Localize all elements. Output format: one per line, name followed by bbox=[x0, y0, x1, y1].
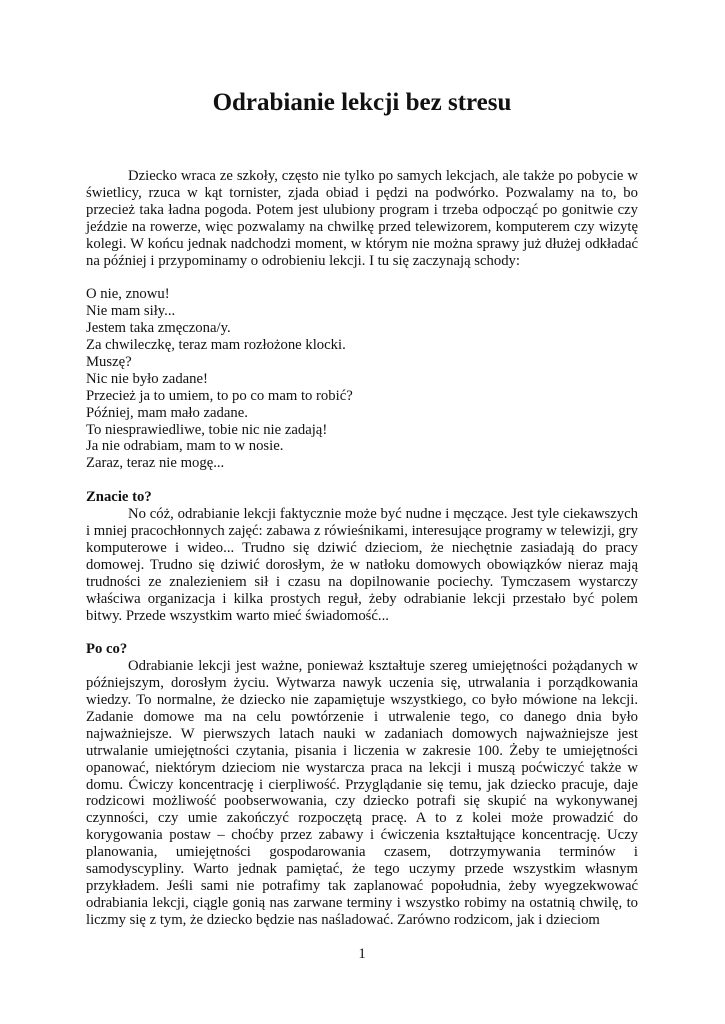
excuse-line: Jestem taka zmęczona/y. bbox=[86, 320, 231, 337]
intro-paragraph: Dziecko wraca ze szkoły, często nie tylko po samych lekcjach, ale także po pobycie w świetlicy, rzuca w kąt tornister, zjada obiad i pędzi na podwórko. Pozwalamy na to, bo przecież taka ładna pogoda. Potem jest ulubiony program i trzeba odpocząć po gonitwie czy jeździe na rowerze, więc pozwalamy na chwilkę przed telewizorem, komputerem czy wizytę kolegi. W końcu jednak nadchodzi moment, w którym nie można sprawy już dłużej odkładać na później i przypominamy o odrobieniu lekcji. I tu się zaczynają schody: bbox=[86, 168, 638, 269]
excuses-list bbox=[86, 286, 638, 472]
section-heading-po-co: Po co? bbox=[86, 641, 128, 658]
excuse-line: Nie mam siły... bbox=[86, 303, 176, 320]
spacer bbox=[86, 624, 638, 641]
section-paragraph-znacie-to: No cóż, odrabianie lekcji faktycznie może być nudne i męczące. Jest tyle ciekawszych i mniej pracochłonnych zajęć: zabawa z rówieśnikami, interesujące programy w telewizji, gry komputerowe i wideo... Trudno się dziwić dzieciom, że niechętnie zasiadają do pracy domowej. Trudno się dziwić dorosłym, że w natłoku domowych obowiązków nieraz mają trudności ze znalezieniem sił i czasu na dopilnowanie pociechy. Tymczasem wystarczy właściwa organizacja i kilka prostych reguł, żeby odrabianie lekcji przestało być polem bitwy. Przede wszystkim warto mieć świadomość... bbox=[86, 506, 638, 624]
excuse-line: Ja nie odrabiam, mam to w nosie. bbox=[86, 438, 284, 455]
section-paragraph-po-co: Odrabianie lekcji jest ważne, ponieważ kształtuje szereg umiejętności pożądanych w późniejszym, dorosłym życiu. Wytwarza nawyk uczenia się, utrwalania i porządkowania wiedzy. To normalne, że dziecko nie zapamiętuje wszystkiego, co było mówione na lekcji. Zadanie domowe ma na celu powtórzenie i utrwalenie tego, co danego dnia było najważniejsze. W pierwszych latach nauki w zadaniach domowych najważniejsze jest utrwalanie umiejętności czytania, pisania i liczenia w zakresie 100. Żeby te umiejętności opanować, niektórym dzieciom nie wystarcza praca na lekcji i muszą poćwiczyć także w domu. Ćwiczy koncentrację i cierpliwość. Przyglądanie się temu, jak dziecko pracuje, daje rodzicowi możliwość poobserwowania, czy dziecko potrafi się skupić na wykonywanej czynności, czy umie zakończyć rozpoczętą pracę. A to z kolei może prowadzić do korygowania postaw – choćby przez zabawy i ćwiczenia kształtujące koncentrację. Uczy planowania, umiejętności gospodarowania czasem, dotrzymywania terminów i samodyscypliny. Warto jednak pamiętać, że tego uczymy przede wszystkim własnym przykładem. Jeśli sami nie potrafimy tak zaplanować popołudnia, żeby wyegzekwować odrabiania lekcji, ciągle gonią nas zarwane terminy i wszystko robimy na ostatnią chwilę, to liczmy się z tym, że dziecko będzie nas naśladować. Zarówno rodzicom, jak i dzieciom bbox=[86, 658, 638, 928]
section-heading-znacie-to: Znacie to? bbox=[86, 489, 152, 506]
excuse-line: Później, mam mało zadane. bbox=[86, 404, 248, 421]
page-title: Odrabianie lekcji bez stresu bbox=[212, 89, 512, 116]
excuse-line: Przecież ja to umiem, to po co mam to robić? bbox=[86, 387, 353, 404]
excuse-line: To niesprawiedliwe, tobie nic nie zadają! bbox=[86, 421, 328, 438]
document-body bbox=[86, 168, 638, 929]
excuse-line: Zaraz, teraz nie mogę... bbox=[86, 455, 225, 472]
excuse-line: Nic nie było zadane! bbox=[86, 370, 208, 387]
spacer bbox=[86, 269, 638, 286]
excuse-line: Za chwileczkę, teraz mam rozłożone klocki. bbox=[86, 337, 346, 354]
spacer bbox=[86, 472, 638, 489]
page-number: 1 bbox=[358, 946, 366, 962]
excuse-line: O nie, znowu! bbox=[86, 286, 170, 303]
excuse-line: Muszę? bbox=[86, 353, 132, 370]
